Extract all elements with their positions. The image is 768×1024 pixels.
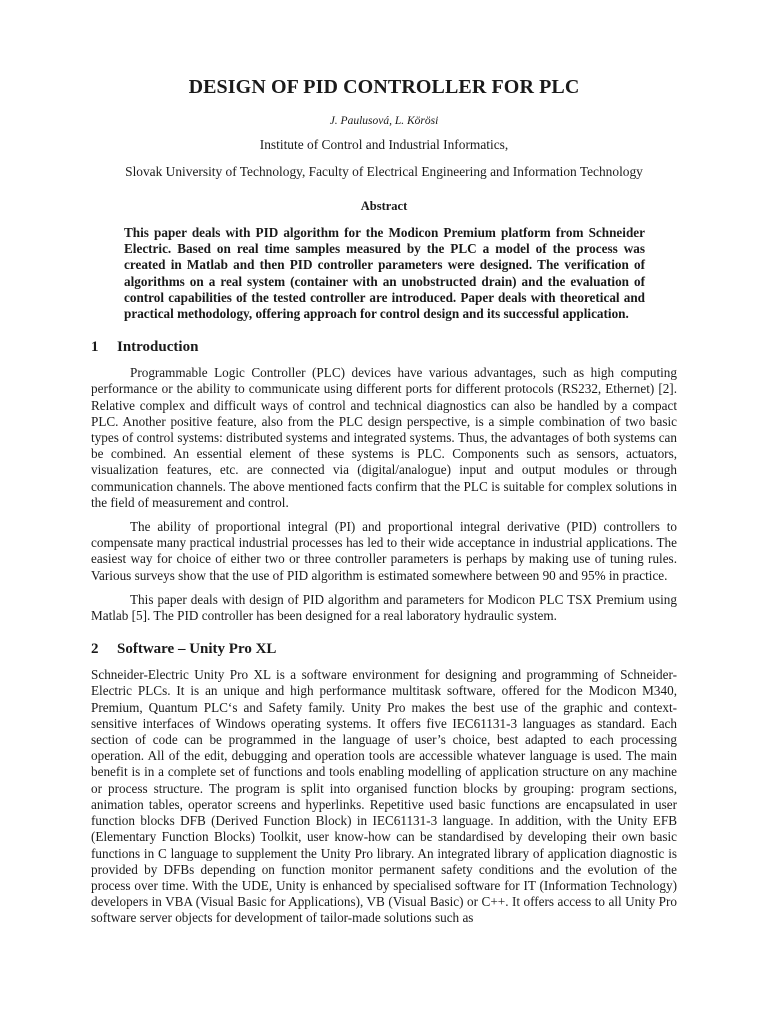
- abstract-text: This paper deals with PID algorithm for the Modicon Premium platform from Schneider Electric. Based on real time samples measured by the PLC a model of the process was created in Matlab and then PID controller parameters were designed. The verification of algorithms on a real system (container with an unobstructed drain) and the evaluation of control capabilities of the tested controller are introduced. Paper deals with theoretical and practical methodology, offering approach for control design and its successful application.: [124, 225, 645, 322]
- paragraph: Schneider-Electric Unity Pro XL is a software environment for designing and programming of Schneider-Electric PLCs. It is an unique and high performance multitask software, offered for the Modicon M340, Premium, Quantum PLC‘s and Safety family. Unity Pro makes the best use of the graphic and context-sensitive interfaces of Windows operating systems. It offers five IEC61131-3 languages as standard. Each section of code can be programmed in the language of user’s choice, best adapted to each processing operation. All of the edit, debugging and operation tools are accessible whatever language is used. The main benefit is in a complete set of functions and tools enabling modelling of application structure on any machine or process structure. The program is split into organised function blocks by grouping: program sections, animation tables, operator screens and hyperlinks. Repetitive used basic functions are encapsulated in user function blocks DFB (Derived Function Block) in IEC61131-3 language. In addition, with the Unity EFB (Elementary Function Blocks) Toolkit, user know-how can be standardised by developing their own basic functions in C language to supplement the Unity Pro library. An integrated library of application diagnostic is provided by DFBs depending on function monitor permanent safety conditions and the evolution of the process over time. With the UDE, Unity is enhanced by specialised software for IT (Information Technology) developers in VBA (Visual Basic for Applications), VB (Visual Basic) or C++. It offers access to all Unity Pro software server objects for development of tailor-made solutions such as: [91, 667, 677, 926]
- authors: J. Paulusová, L. Körösi: [329, 115, 439, 127]
- paper-title: DESIGN OF PID CONTROLLER FOR PLC: [188, 76, 580, 98]
- paragraph: The ability of proportional integral (PI) and proportional integral derivative (PID) controllers to compensate many practical industrial processes has led to their wide acceptance in industrial applications. The easiest way for choice of either two or three controller parameters is perhaps by making use of tuning rules. Various surveys show that the use of PID algorithm is estimated somewhere between 90 and 95% in practice.: [91, 519, 677, 583]
- section-heading-software: [91, 641, 677, 658]
- section-number: 2: [91, 641, 99, 658]
- paragraph: This paper deals with design of PID algorithm and parameters for Modicon PLC TSX Premium using Matlab [5]. The PID controller has been designed for a real laboratory hydraulic system.: [91, 591, 677, 624]
- affiliation-university: Slovak University of Technology, Faculty of Electrical Engineering and Information Technology: [125, 164, 643, 179]
- section-heading-introduction: [91, 339, 677, 356]
- abstract-heading: Abstract: [360, 199, 408, 213]
- affiliation-institute: Institute of Control and Industrial Informatics,: [259, 137, 509, 152]
- section-title: Introduction: [117, 339, 199, 356]
- section-number: 1: [91, 339, 99, 356]
- section-title: Software – Unity Pro XL: [117, 641, 277, 658]
- paragraph: Programmable Logic Controller (PLC) devices have various advantages, such as high computing performance or the ability to communicate using different ports for different protocols (RS232, Ethernet) [2]. Relative complex and difficult ways of control and technical diagnostics can also be handled by a compact PLC. Another positive feature, also from the PLC design perspective, is a simple combination of two basic types of control systems: distributed systems and integrated systems. Thus, the advantages of both systems can be combined. An essential element of these systems is PLC. Components such as sensors, actuators, visualization features, etc. are connected via (digital/analogue) input and output modules or through communication channels. The above mentioned facts confirm that the PLC is suitable for complex solutions in the field of measurement and control.: [91, 365, 677, 510]
